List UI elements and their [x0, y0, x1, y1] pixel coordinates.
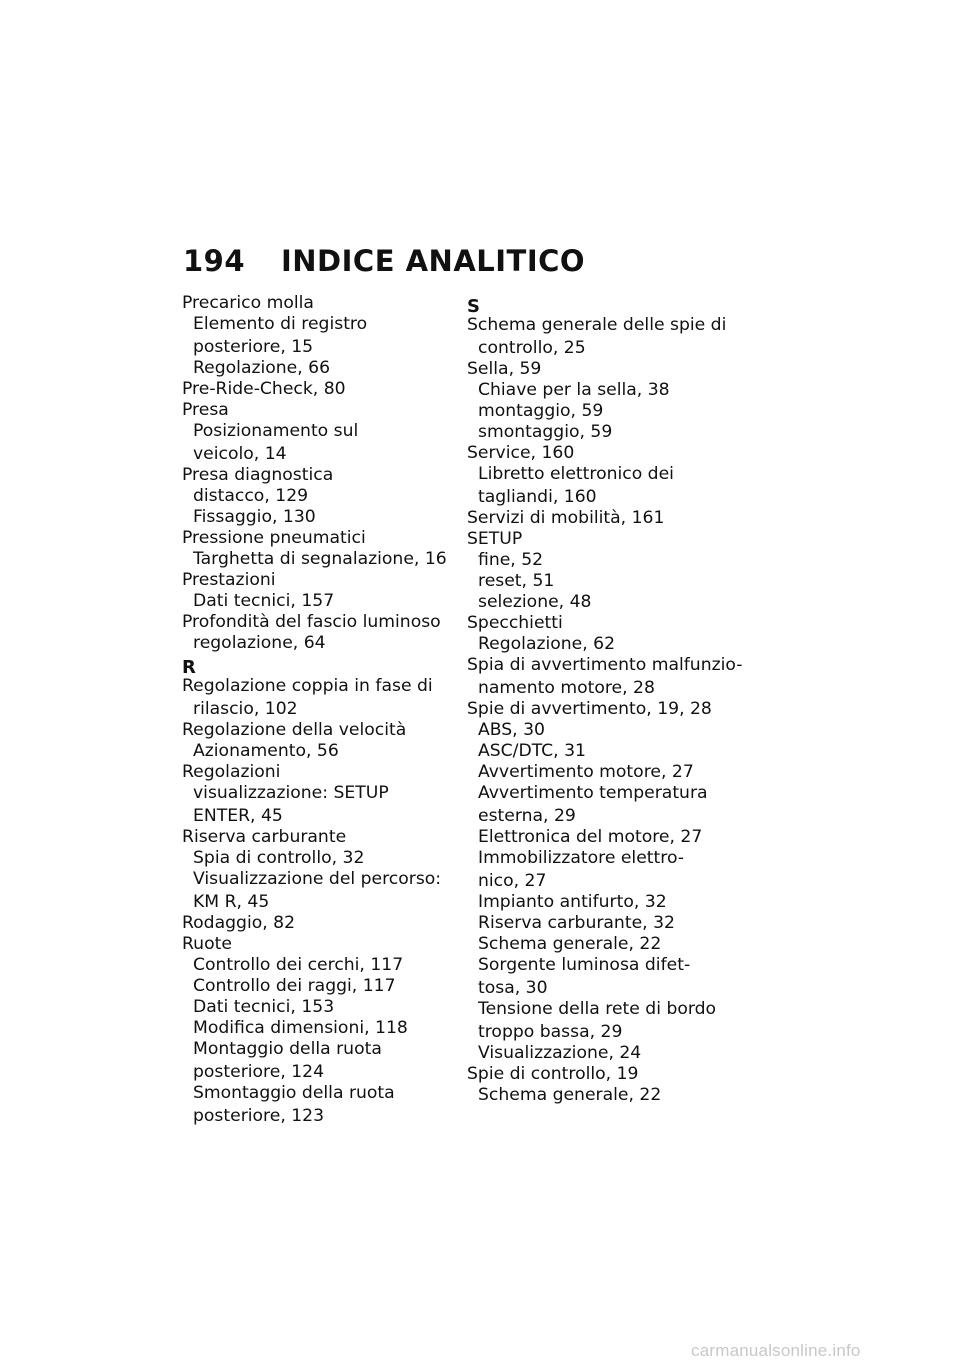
index-entry-continuation: namento motore, 28	[478, 678, 655, 698]
index-subentry: reset, 51	[478, 571, 555, 591]
index-entry: Schema generale delle spie di	[467, 315, 727, 335]
index-subentry: Avvertimento motore, 27	[478, 762, 694, 782]
index-subentry: Impianto antifurto, 32	[478, 892, 667, 912]
index-subentry: Targhetta di segnalazione, 16	[193, 549, 447, 569]
index-entry-continuation: rilascio, 102	[193, 699, 298, 719]
index-subentry: Smontaggio della ruota	[193, 1083, 395, 1103]
index-subentry: smontaggio, 59	[478, 422, 613, 442]
index-subentry: Elettronica del motore, 27	[478, 827, 703, 847]
index-subentry: Dati tecnici, 153	[193, 997, 335, 1017]
index-subentry: Dati tecnici, 157	[193, 591, 335, 611]
index-subentry: Controllo dei cerchi, 117	[193, 955, 404, 975]
index-subentry: Schema generale, 22	[478, 934, 662, 954]
index-entry: Riserva carburante	[182, 827, 347, 847]
index-subentry: distacco, 129	[193, 486, 309, 506]
index-subentry: Modifica dimensioni, 118	[193, 1018, 408, 1038]
watermark: carmanualsonline.info	[691, 1341, 861, 1360]
index-entry-continuation: posteriore, 15	[193, 337, 314, 357]
index-subentry: montaggio, 59	[478, 401, 604, 421]
index-subentry: Schema generale, 22	[478, 1085, 662, 1105]
index-subentry: ABS, 30	[478, 720, 545, 740]
index-subentry: Azionamento, 56	[193, 741, 339, 761]
index-subentry: ASC/DTC, 31	[478, 741, 586, 761]
index-entry: Profondità del fascio luminoso	[182, 612, 441, 632]
index-subentry: Immobilizzatore elettro-	[478, 848, 684, 868]
index-subentry: Riserva carburante, 32	[478, 913, 675, 933]
index-entry-continuation: troppo bassa, 29	[478, 1022, 623, 1042]
index-entry: Precarico molla	[182, 293, 314, 313]
index-entry: Spia di avvertimento malfunzio-	[467, 655, 743, 675]
index-subentry: Controllo dei raggi, 117	[193, 976, 396, 996]
index-subentry: Regolazione, 66	[193, 358, 331, 378]
index-entry: Rodaggio, 82	[182, 913, 296, 933]
index-subentry: Spia di controllo, 32	[193, 848, 365, 868]
index-column-left	[182, 293, 457, 1127]
index-entry: Sella, 59	[467, 359, 542, 379]
index-subentry: selezione, 48	[478, 592, 592, 612]
index-entry-continuation: nico, 27	[478, 871, 547, 891]
index-entry: Pressione pneumatici	[182, 528, 366, 548]
index-entry-continuation: posteriore, 123	[193, 1106, 325, 1126]
index-subentry: Visualizzazione del percorso:	[193, 869, 442, 889]
index-entry: Ruote	[182, 934, 232, 954]
index-entry: Spie di controllo, 19	[467, 1064, 639, 1084]
index-subentry: visualizzazione: SETUP	[193, 783, 389, 803]
index-entry: SETUP	[467, 529, 523, 549]
index-entry: Regolazione coppia in fase di	[182, 676, 433, 696]
index-subentry: Tensione della rete di bordo	[478, 999, 717, 1019]
page-header	[183, 244, 585, 278]
index-entry: Presa diagnostica	[182, 465, 334, 485]
section-letter: S	[467, 296, 480, 317]
page-title: INDICE ANALITICO	[281, 244, 586, 278]
index-entry-continuation: esterna, 29	[478, 806, 576, 826]
index-subentry: Avvertimento temperatura	[478, 783, 708, 803]
index-subentry: Sorgente luminosa difet-	[478, 955, 691, 975]
index-subentry: Posizionamento sul	[193, 421, 359, 441]
index-entry-continuation: KM R, 45	[193, 892, 270, 912]
index-entry: Regolazione della velocità	[182, 720, 407, 740]
page-number: 194	[183, 244, 246, 278]
index-entry-continuation: controllo, 25	[478, 338, 586, 358]
index-subentry: Montaggio della ruota	[193, 1039, 382, 1059]
index-subentry: Visualizzazione, 24	[478, 1043, 642, 1063]
index-entry: Specchietti	[467, 613, 563, 633]
index-entry-continuation: veicolo, 14	[193, 444, 287, 464]
index-entry: Prestazioni	[182, 570, 276, 590]
index-entry: Spie di avvertimento, 19, 28	[467, 699, 712, 719]
index-entry-continuation: posteriore, 124	[193, 1062, 325, 1082]
index-entry: Presa	[182, 400, 229, 420]
index-subentry: Fissaggio, 130	[193, 507, 316, 527]
index-subentry: Libretto elettronico dei	[478, 464, 674, 484]
index-entry-continuation: ENTER, 45	[193, 806, 283, 826]
index-entry: Servizi di mobilità, 161	[467, 508, 665, 528]
index-column-right	[467, 293, 742, 1106]
index-subentry: Elemento di registro	[193, 314, 368, 334]
index-entry: Pre-Ride-Check, 80	[182, 379, 346, 399]
index-subentry: regolazione, 64	[193, 633, 326, 653]
section-letter: R	[182, 657, 196, 678]
index-entry: Service, 160	[467, 443, 575, 463]
index-entry-continuation: tagliandi, 160	[478, 487, 597, 507]
index-subentry: Chiave per la sella, 38	[478, 380, 670, 400]
index-entry-continuation: tosa, 30	[478, 978, 548, 998]
index-subentry: fine, 52	[478, 550, 544, 570]
index-subentry: Regolazione, 62	[478, 634, 616, 654]
index-entry: Regolazioni	[182, 762, 281, 782]
